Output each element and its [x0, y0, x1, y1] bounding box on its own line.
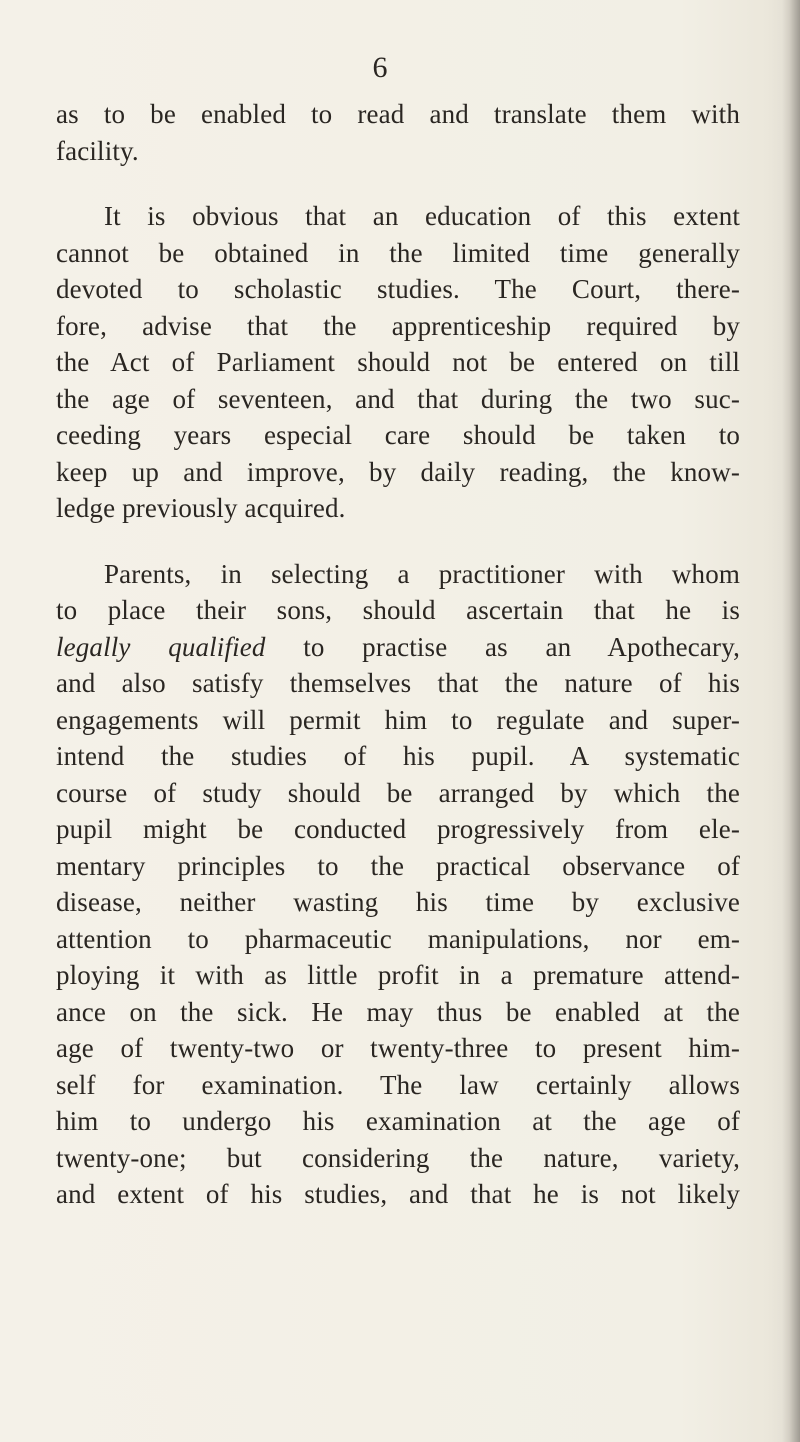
paragraph-3 — [56, 556, 740, 1213]
paragraph-2 — [56, 198, 740, 527]
text-line: the age of seventeen, and that during the two suc- — [56, 383, 740, 414]
text-line: disease, neither wasting his time by exclusive — [56, 887, 740, 917]
text-line: age of twenty-two or twenty-three to present him- — [56, 1033, 740, 1063]
text-line: the Act of Parliament should not be entered on till — [56, 347, 740, 377]
text-line: and also satisfy themselves that the nature of his — [56, 668, 740, 698]
text-line: ceeding years especial care should be taken to — [56, 420, 740, 450]
text-line: twenty-one; but considering the nature, variety, — [56, 1142, 740, 1173]
text-line: self for examination. The law certainly allows — [56, 1069, 740, 1100]
text-line: Parents, in selecting a practitioner with whom — [104, 558, 740, 589]
text-line: ledge previously acquired. — [56, 493, 346, 523]
text-line: attention to pharmaceutic manipulations, nor em- — [56, 923, 740, 954]
text-line: engagements will permit him to regulate and super- — [56, 704, 740, 735]
text-line: to place their sons, should ascertain that he is — [56, 595, 740, 625]
text-line: cannot be obtained in the limited time generally — [56, 237, 740, 268]
text-line: as to be enabled to read and translate them with — [56, 99, 740, 129]
paragraph-1 — [56, 96, 740, 169]
page-number: 6 — [372, 51, 388, 84]
text-line: mentary principles to the practical observance of — [56, 850, 740, 881]
text-line-rest: to practise as an Apothecary, — [303, 631, 740, 662]
text-line: facility. — [56, 135, 139, 166]
text-line: him to undergo his examination at the age of — [56, 1106, 740, 1136]
body-text — [56, 96, 740, 1213]
text-line: intend the studies of his pupil. A systematic — [56, 741, 740, 771]
text-line: course of study should be arranged by which the — [56, 777, 740, 808]
text-line-with-italic — [56, 629, 740, 666]
text-line: pupil might be conducted progressively from ele- — [56, 814, 740, 844]
text-line: devoted to scholastic studies. The Court, there- — [56, 274, 740, 304]
italic-phrase: legally qualified — [56, 631, 266, 662]
text-line: ance on the sick. He may thus be enabled at the — [56, 996, 740, 1027]
page-edge-shadow — [782, 0, 800, 1442]
text-line: fore, advise that the apprenticeship required by — [56, 310, 740, 341]
text-line: It is obvious that an education of this extent — [104, 201, 740, 231]
text-line: and extent of his studies, and that he is not likely — [56, 1179, 740, 1209]
text-line: keep up and improve, by daily reading, the know- — [56, 456, 740, 487]
text-line: ploying it with as little profit in a premature attend- — [56, 960, 740, 990]
